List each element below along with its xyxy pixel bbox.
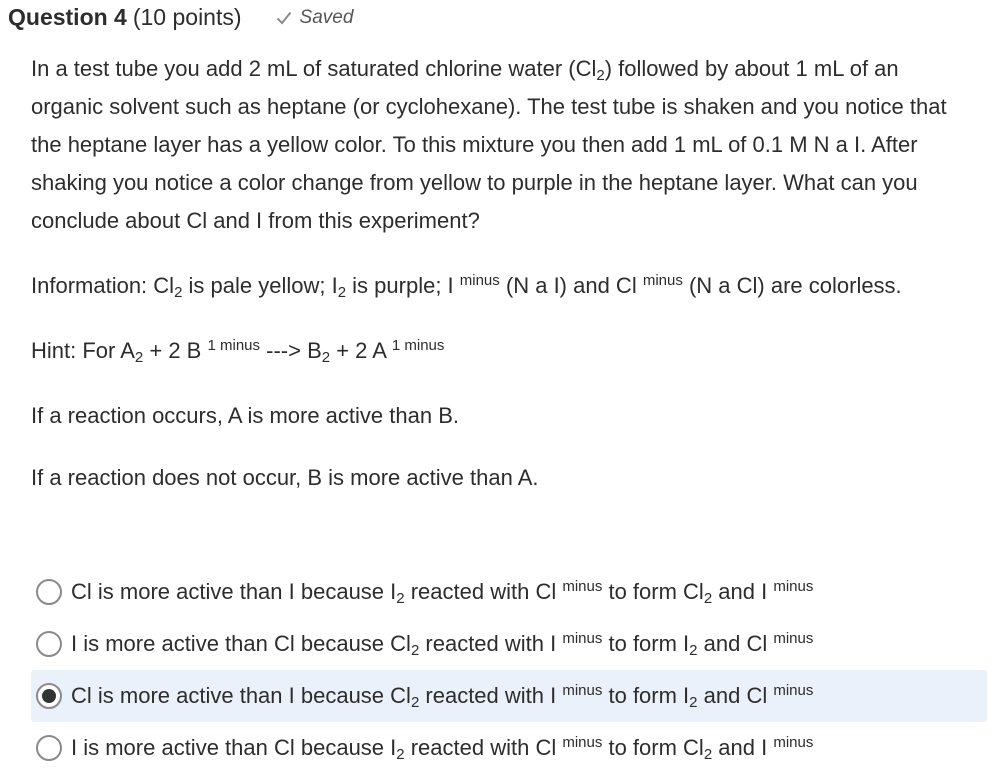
information-text: Information: $Cl_2$ is pale yellow; $I_2$ is purple; I $^{minus}$ (N a I) and Cl $^{minus}$ (N a Cl) are colorless. <box>31 272 902 301</box>
option-label: Cl is more active than I because $Cl_2$ reacted with I $^{minus}$ to form $I_2$ and Cl $^{minus}$ <box>71 682 814 711</box>
radio-button[interactable] <box>36 683 62 709</box>
radio-button[interactable] <box>36 631 62 657</box>
answer-option-1[interactable] <box>31 566 987 618</box>
option-label: I is more active than Cl because $I_2$ reacted with Cl $^{minus}$ to form $Cl_2$ and I $^{minus}$ <box>71 734 814 763</box>
radio-button[interactable] <box>36 735 62 761</box>
answer-options <box>31 566 987 774</box>
question-title: Question 4 <box>8 4 127 30</box>
reaction-not-occurs-text: If a reaction does not occur, B is more active than A. <box>31 465 539 490</box>
hint-text: Hint: For $A_2 + 2$ B $^{1 minus}$ ---> $B_2 + 2$ A $^{1 minus}$ <box>31 337 445 366</box>
option-label: Cl is more active than I because $I_2$ reacted with Cl $^{minus}$ to form $Cl_2$ and I $^{minus}$ <box>71 578 814 607</box>
option-label: I is more active than Cl because $Cl_2$ reacted with I $^{minus}$ to form $I_2$ and Cl $^{minus}$ <box>71 630 814 659</box>
answer-option-4[interactable] <box>31 722 987 774</box>
question-body <box>31 50 976 497</box>
checkmark-icon <box>276 11 292 25</box>
radio-selected-dot <box>42 689 56 703</box>
answer-option-2[interactable] <box>31 618 987 670</box>
question-text: In a test tube you add 2 mL of saturated chlorine water $(Cl_2)$ followed by about 1 mL of an organic solvent such as heptane (or cyclohexane). The test tube is shaken and you notice that the heptane layer has a yellow color. To this mixture you then add 1 mL of 0.1 M N a I. After shaking you notice a color change from yellow to purple in the heptane layer. What can you conclude about Cl and I from this experiment? <box>31 56 947 233</box>
reaction-occurs-text: If a reaction occurs, A is more active than B. <box>31 403 459 428</box>
saved-label: Saved <box>299 7 354 28</box>
question-header <box>8 4 353 34</box>
answer-option-3[interactable] <box>31 670 987 722</box>
question-points: (10 points) <box>132 4 242 30</box>
radio-button[interactable] <box>36 579 62 605</box>
saved-status <box>276 7 354 29</box>
